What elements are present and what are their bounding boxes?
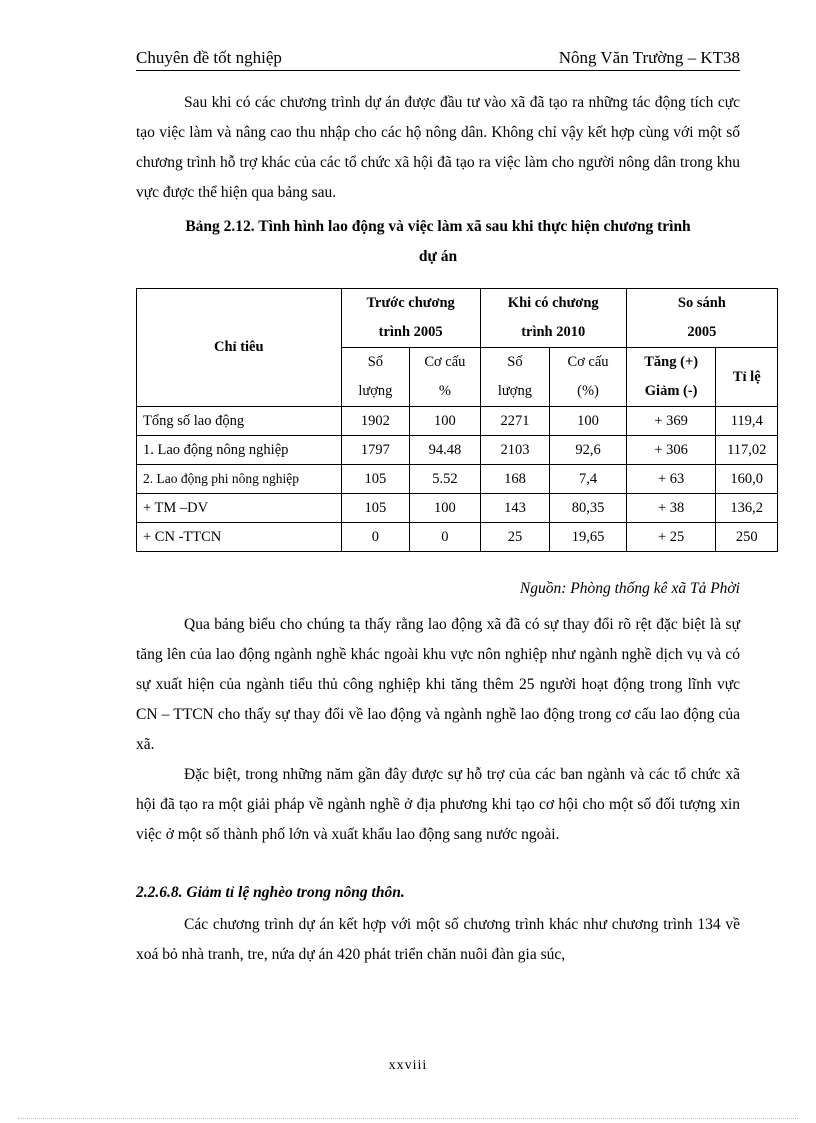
header-tang-l1: Tăng (+) [644, 354, 699, 370]
page-number: xxviii [388, 1058, 428, 1073]
header-sosanh-l2: 2005 [687, 324, 717, 340]
paragraph-programs: Các chương trình dự án kết hợp với một số chương trình khác như chương trình 134 về xoá bỏ nhà tranh, tre, nứa dự án 420 phát triển chăn nuôi đàn gia súc, [136, 916, 740, 963]
cell-value: 5.52 [410, 465, 481, 494]
header-ti-le: Tỉ lệ [716, 348, 778, 407]
cell-label: 1. Lao động nông nghiệp [137, 436, 342, 465]
cell-value: 136,2 [716, 494, 778, 523]
header-truoc [341, 289, 480, 348]
paragraph-intro: Sau khi có các chương trình dự án được đầu tư vào xã đã tạo ra những tác động tích cực tạo việc làm và nâng cao thu nhập cho các hộ nông dân. Không chỉ vậy kết hợp cùng với một số chương trình hỗ trợ khác của các tổ chức xã hội đã tạo ra việc làm cho người nông dân trong khu vực được thể hiện qua bảng sau. [136, 94, 740, 201]
cell-label: + TM –DV [137, 494, 342, 523]
header-tang-giam [626, 348, 716, 407]
cell-value: 105 [341, 494, 410, 523]
header-so-luong-l2: lượng [358, 383, 393, 399]
header-sosanh-l1: So sánh [677, 295, 726, 311]
labor-table [136, 288, 778, 552]
header-co-cau-l2: % [438, 383, 451, 399]
header-co-cau-2 [550, 348, 627, 407]
header-title: Chuyên đề tốt nghiệp [136, 48, 282, 67]
header-so-luong2-l2: lượng [497, 383, 532, 399]
page-header [136, 48, 740, 71]
header-so-sanh [626, 289, 777, 348]
cell-value: 105 [341, 465, 410, 494]
cell-value: 100 [410, 494, 481, 523]
cell-value: 100 [550, 407, 627, 436]
page-edge-divider [18, 1118, 798, 1119]
header-khi-l2: trình 2010 [521, 324, 586, 340]
header-so-luong-2 [480, 348, 550, 407]
cell-value: 160,0 [716, 465, 778, 494]
cell-value: 80,35 [550, 494, 627, 523]
header-so-luong2-l1: Số [507, 354, 523, 370]
table-source: Nguồn: Phòng thống kê xã Tả Phời [519, 580, 740, 597]
cell-value: 0 [410, 523, 481, 552]
header-truoc-l2: trình 2005 [378, 324, 443, 340]
cell-value: + 63 [626, 465, 716, 494]
header-truoc-l1: Trước chương [366, 295, 455, 311]
header-khi-co [480, 289, 626, 348]
cell-value: + 25 [626, 523, 716, 552]
cell-value: + 369 [626, 407, 716, 436]
paragraph-analysis: Qua bảng biểu cho chúng ta thấy rằng lao động xã đã có sự thay đổi rõ rệt đặc biệt là sự tăng lên của lao động ngành nghề khác ngoài khu vực nôn nghiệp như ngành nghề dịch vụ và có sự xuất hiện của ngành tiểu thủ công nghiệp khi tăng thêm 25 người hoạt động trong lĩnh vực CN – TTCN cho thấy sự thay đổi về lao động và ngành nghề lao động trong cơ cấu lao động của xã. [136, 616, 740, 753]
cell-value: 143 [480, 494, 550, 523]
header-co-cau-l1: Cơ cấu [424, 354, 466, 370]
cell-value: 1797 [341, 436, 410, 465]
header-co-cau2-l1: Cơ cấu [567, 354, 609, 370]
header-chi-tieu: Chỉ tiêu [137, 289, 342, 407]
table-row [137, 494, 778, 523]
header-tang-l2: Giảm (-) [644, 383, 698, 399]
header-khi-l1: Khi có chương [507, 295, 599, 311]
cell-label: Tổng số lao động [137, 407, 342, 436]
cell-value: + 38 [626, 494, 716, 523]
table-caption-line1: Bảng 2.12. Tình hình lao động và việc làm xã sau khi thực hiện chương trình [185, 218, 691, 235]
cell-value: 100 [410, 407, 481, 436]
cell-value: 19,65 [550, 523, 627, 552]
header-co-cau2-l2: (%) [577, 383, 599, 399]
header-co-cau [410, 348, 481, 407]
table-caption [136, 212, 740, 272]
cell-value: 0 [341, 523, 410, 552]
table-row [137, 465, 778, 494]
header-so-luong [341, 348, 410, 407]
header-so-luong-l1: Số [367, 354, 384, 370]
cell-value: 94.48 [410, 436, 481, 465]
table-row [137, 407, 778, 436]
table-row [137, 436, 778, 465]
cell-label: 2. Lao động phi nông nghiệp [137, 465, 342, 494]
cell-value: 119,4 [716, 407, 778, 436]
cell-value: 25 [480, 523, 550, 552]
cell-value: 2103 [480, 436, 550, 465]
header-author: Nông Văn Trường – KT38 [558, 48, 740, 67]
cell-value: 1902 [341, 407, 410, 436]
cell-value: 117,02 [716, 436, 778, 465]
cell-value: + 306 [626, 436, 716, 465]
table-row [137, 523, 778, 552]
cell-value: 2271 [480, 407, 550, 436]
paragraph-special: Đặc biệt, trong những năm gần đây được sự hỗ trợ của các ban ngành và các tổ chức xã hội đã tạo ra một giải pháp về ngành nghề ở địa phương khi tạo cơ hội cho một số đối tượng xin việc ở một số thành phố lớn và xuất khẩu lao động sang nước ngoài. [136, 766, 740, 843]
cell-value: 168 [480, 465, 550, 494]
cell-value: 92,6 [550, 436, 627, 465]
table-caption-line2: dự án [418, 248, 458, 265]
section-heading: 2.2.6.8. Giảm tỉ lệ nghèo trong nông thôn. [136, 884, 405, 901]
cell-value: 250 [716, 523, 778, 552]
cell-value: 7,4 [550, 465, 627, 494]
cell-label: + CN -TTCN [137, 523, 342, 552]
